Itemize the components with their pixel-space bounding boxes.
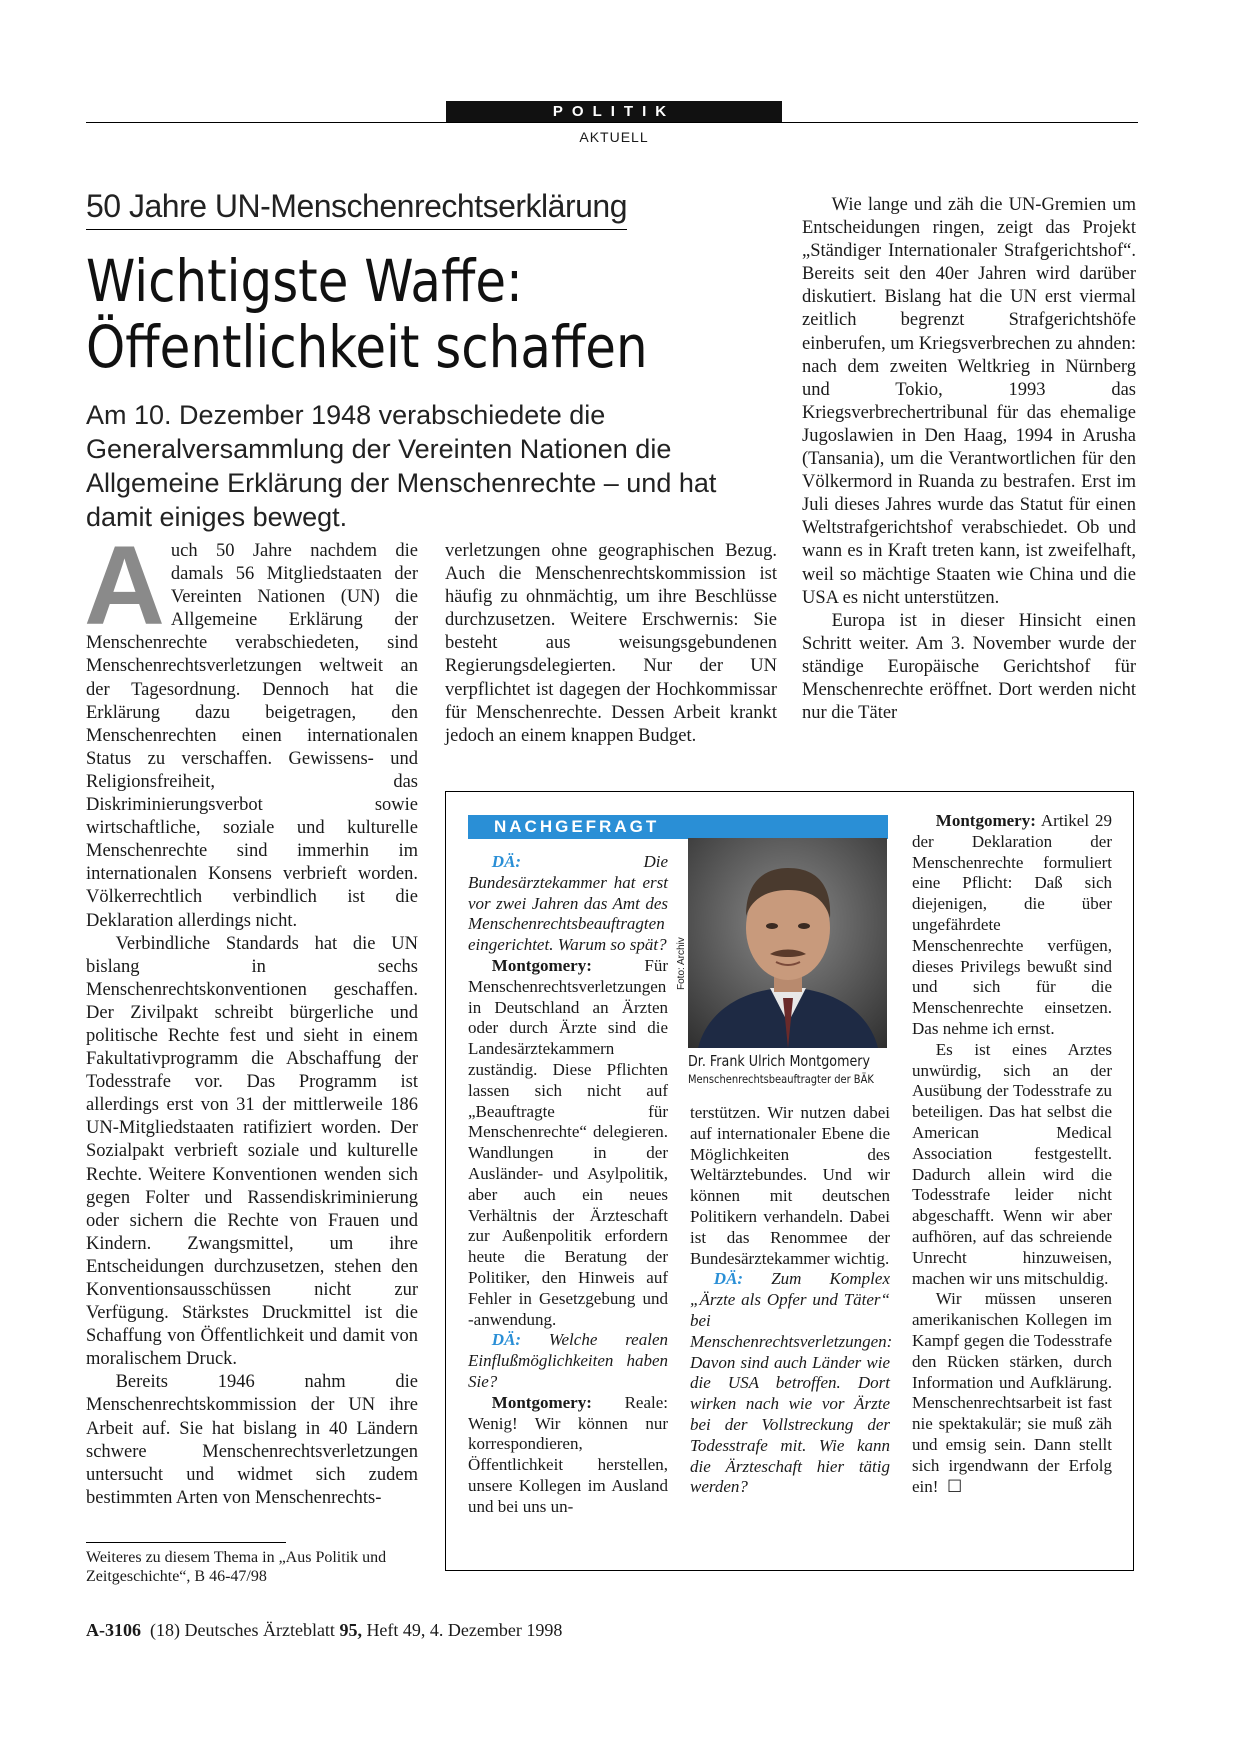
answer-continued: terstützen. Wir nutzen dabei auf internationaler Ebene die Möglichkeiten des Weltärztebundes. Und wir können mit deutschen Politikern verhandeln. Dabei ist das Renommee der Bundesärztekammer wichtig. xyxy=(690,1103,890,1268)
answer-paragraph: Wir müssen unseren amerikanischen Kollegen im Kampf gegen die Todesstrafe den Rücken stärken, durch Information und Aufklärung. Menschenrechtsarbeit ist fast nie spektakulär; sie muß zäh und emsig sein. Dann stellt sich irgendwann der Erfolg ein! ☐ xyxy=(912,1289,1112,1496)
header-rule xyxy=(86,122,1138,123)
paragraph: verletzungen ohne geographischen Bezug. Auch die Menschenrechtskommission ist häufig zu ohnmächtig, um ihre Beschlüsse durchzusetzen. Weitere Erschwernis: Sie besteht aus weisungsgebundenen Regierungsdelegierten. Nur der UN verpflichtet ist dagegen der Hochkommissar für Menschenrechte. Dessen Arbeit krankt jedoch an einem knappen Budget. xyxy=(445,541,777,746)
footnote-rule xyxy=(86,1542,286,1543)
paragraph: Auch 50 Jahre nachdem die damals 56 Mitgliedstaaten der Vereinten Nationen (UN) die Allgemeine Erklärung der Menschenrechte verabschiedeten, sind Menschenrechtsverletzungen weltweit an der Tagesordnung. Dennoch hat die Erklärung dazu beigetragen, den Menschenrechten einen internationalen Status zu verschaffen. Gewissens- und Religionsfreiheit, das Diskriminierungsverbot sowie wirtschaftliche, soziale und kulturelle Menschenrechte sind immerhin im internationalen Konsens verbrieft worden. Völkerrechtlich verbindlich ist die Deklaration allerdings nicht. xyxy=(84,523,418,931)
paragraph: Wie lange und zäh die UN-Gremien um Entscheidungen ringen, zeigt das Projekt „Ständiger Internationaler Strafgerichtshof“. Bereits seit den 40er Jahren wird darüber diskutiert. Bislang hat die UN erst viermal zeitlich begrenzt Strafgerichtshöfe einberufen, um Kriegsverbrechen zu ahnden: nach dem zweiten Weltkrieg in Nürnberg und Tokio, 1993 das Kriegsverbrechertribunal für das ehemalige Jugoslawien in Den Haag, 1994 in Arusha (Tansania), um die Verantwortlichen für den Völkermord in Ruanda zu bestrafen. Erst im Juli dieses Jahres wurde das Statut für einen Weltstrafgerichtshof verabschiedet. Ob und wann es in Kraft treten kann, ist zweifelhaft, weil so mächtige Staaten wie China und die USA es nicht unterstützen. xyxy=(802,195,1136,608)
photo-caption-role: Menschenrechtsbeauftragter der BÄK xyxy=(688,1072,874,1086)
article-column-1 xyxy=(84,523,418,1510)
end-mark: ☐ xyxy=(946,1476,963,1496)
answer: Montgomery: Reale: Wenig! Wir können nur korrespondieren, Öffentlichkeit herstellen, unsere Kollegen im Ausland und bei uns un- xyxy=(468,1392,668,1516)
paragraph: Europa ist in dieser Hinsicht einen Schritt weiter. Am 3. November wurde der ständige Europäische Gerichtshof für Menschenrechte eröffnet. Dort werden nicht nur die Täter xyxy=(802,610,1136,724)
photo-caption-name: Dr. Frank Ulrich Montgomery xyxy=(688,1052,871,1070)
kicker: 50 Jahre UN-Menschenrechtserklärung xyxy=(86,188,627,230)
page-number: A-3106 xyxy=(86,1620,141,1640)
interview-column-3 xyxy=(912,811,1112,1497)
headline-line-2: Öffentlichkeit schaffen xyxy=(86,313,648,381)
article-column-3 xyxy=(802,194,1136,725)
answer-paragraph: Es ist eines Arztes unwürdig, sich an der Ausübung der Todesstrafe zu beteiligen. Das hat selbst die American Medical Association festgestellt. Dadurch allein wird die Todesstrafe leider nicht abgeschafft. Wenn wir aber aufhören, auf das schreiende Unrecht hinzuweisen, machen wir uns mitschuldig. xyxy=(912,1039,1112,1288)
journal-name: (18) Deutsches Ärzteblatt xyxy=(150,1620,335,1640)
question: DÄ: Welche realen Einflußmöglichkeiten haben Sie? xyxy=(468,1330,668,1391)
paragraph: Bereits 1946 nahm die Menschenrechtskommission der UN ihre Arbeit auf. Sie hat bislang in 40 Ländern schwere Menschenrechtsverletzungen untersucht und widmet sich zudem bestimmten Arten von Menschenrechts- xyxy=(86,1372,418,1508)
volume: 95, xyxy=(339,1620,362,1640)
interview-label: NACHGEFRAGT xyxy=(468,815,888,839)
interview-column-2 xyxy=(690,1103,893,1498)
lead-paragraph: Am 10. Dezember 1948 verabschiedete die Generalversammlung der Vereinten Nationen die Allgemeine Erklärung der Menschenrechte – und hat damit einiges bewegt. xyxy=(86,400,717,532)
question: DÄ: Zum Komplex „Ärzte als Opfer und Täter“ bei Menschenrechtsverletzungen: Davon sind auch Länder wie die USA betroffen. Dort wirken nach wie vor Ärzte bei der Vollstreckung der Todesstrafe mit. Wie kann die Ärzteschaft hier tätig werden? xyxy=(690,1269,893,1497)
page-footer xyxy=(86,1620,562,1641)
interview-column-1 xyxy=(468,852,668,1518)
portrait-photo xyxy=(688,838,887,1048)
article-column-2 xyxy=(445,540,777,748)
paragraph: Verbindliche Standards hat die UN bislang in sechs Menschenrechtskonventionen geschaffen. Der Zivilpakt schreibt bürgerliche und politische Rechte fest und sieht in einem Fakultativprogramm die Abschaffung der Todesstrafe vor. Das Programm ist allerdings erst von 31 der mittlerweile 186 UN-Mitgliedstaaten ratifiziert worden. Der Sozialpakt verbrieft soziale und kulturelle Rechte. Weitere Konventionen wenden sich gegen Folter und Rassendiskriminierung oder sichern die Rechte von Frauen und Kindern. Zwangsmittel, um ihre Entscheidungen durchzusetzen, stehen den Konventionsausschüssen nicht zur Verfügung. Stärkstes Druckmittel ist die Schaffung von Öffentlichkeit und damit von moralischem Druck. xyxy=(86,933,418,1370)
drop-cap: A xyxy=(84,523,165,648)
headline xyxy=(86,248,671,380)
answer: Montgomery: Artikel 29 der Deklaration der Menschenrechte formuliert eine Pflicht: Daß sich diejenigen, die über ungefährdete Menschenrechte verfügen, dieses Privilegs bewußt sind und sich für die Menschenrechte einsetzen. Das nehme ich ernst. xyxy=(912,811,1112,1038)
footnote: Weiteres zu diesem Thema in „Aus Politik und Zeitgeschichte“, B 46-47/98 xyxy=(86,1549,387,1585)
question: DÄ: Die Bundesärztekammer hat erst vor zwei Jahren das Amt des Menschenrechtsbeauftragten eingerichtet. Warum so spät? xyxy=(468,852,668,955)
photo-credit: Foto: Archiv xyxy=(676,937,687,990)
section-label: POLITIK xyxy=(446,101,782,122)
subsection-label: AKTUELL xyxy=(579,129,649,145)
issue-date: Heft 49, 4. Dezember 1998 xyxy=(366,1620,563,1640)
answer: Montgomery: Für Menschenrechtsverletzungen in Deutschland an Ärzten oder durch Ärzte sind die Landesärztekammern zuständig. Diese Pflichten lassen sich nicht auf „Beauftragte für Menschenrechte“ delegieren. Wandlungen in der Ausländer- und Asylpolitik, aber auch ein neues Verhältnis der Ärzteschaft zur Außenpolitik erfordern heute die Beratung der Politiker, den Hinweis auf Fehler in Gesetzgebung und -anwendung. xyxy=(468,955,668,1329)
headline-line-1: Wichtigste Waffe: xyxy=(86,247,523,315)
